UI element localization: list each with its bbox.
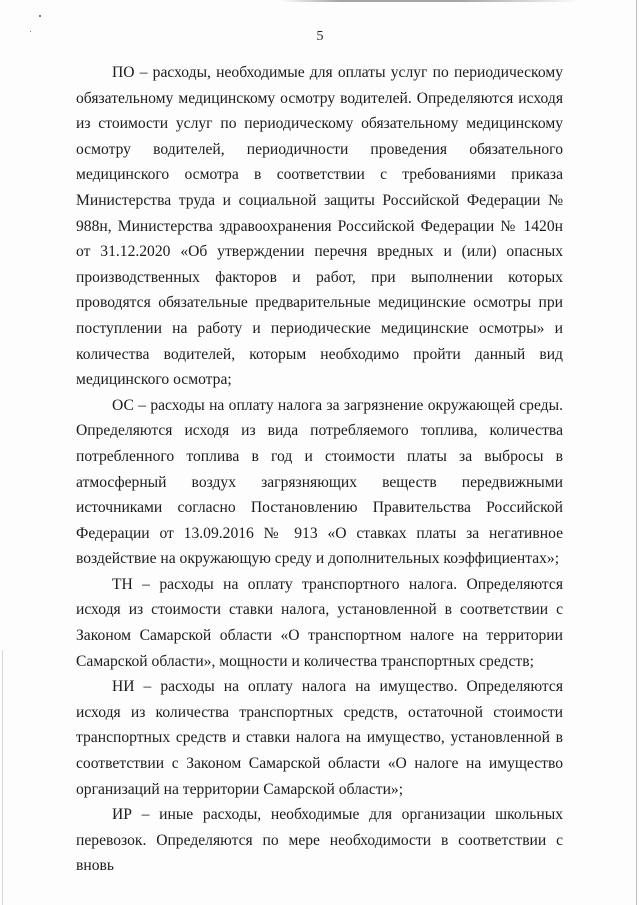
scan-edge-right <box>636 0 637 905</box>
paragraph-ni: НИ – расходы на оплату налога на имущество. Определяются исходя из количества транспортных средств, остаточной стоимости транспортных средств и ставки налога на имущество, установленной в соответствии с Законом Самарской области «О налоге на имущество организаций на территории Самарской области»; <box>76 678 563 798</box>
scan-edge-top <box>280 0 580 2</box>
paragraph-tn: ТН – расходы на оплату транспортного налога. Определяются исходя из стоимости ставки налога, установленной в соответствии с Законом Самарской области «О транспортном налоге на территории Самарской области», мощности и количества транспортных средств; <box>76 575 563 670</box>
paragraph-os: ОС – расходы на оплату налога за загрязнение окружающей среды. Определяются исходя из вида потребляемого топлива, количества потребленного топлива в год и стоимости платы за выбросы в атмосферный воздух загрязняющих веществ передвижными источниками согласно Постановлению Правительства Российской Федерации от 13.09.2016 № 913 «О ставках платы за негативное воздействие на окружающую среду и дополнительных коэффициентах»; <box>76 396 563 568</box>
document-body <box>76 60 563 879</box>
paragraph-po: ПО – расходы, необходимые для оплаты услуг по периодическому обязательному медицинскому осмотру водителей. Определяются исходя из стоимости услуг по периодическому обязательному медицинскому осмотру водителей, периодичности проведения обязательного медицинского осмотра в соответствии с требованиями приказа Министерства труда и социальной защиты Российской Федерации № 988н, Министерства здравоохранения Российской Федерации № 1420н от 31.12.2020 «Об утверждении перечня вредных и (или) опасных производственных факторов и работ, при выполнении которых проводятся обязательные предварительные медицинские осмотры при поступлении на работу и периодические медицинские осмотры» и количества водителей, которым необходимо пройти данный вид медицинского осмотра; <box>76 64 563 389</box>
page-number: 5 <box>316 29 324 44</box>
paragraph-ir: ИР – иные расходы, необходимые для организации школьных перевозок. Определяются по мере необходимости в соответствии с вновь <box>76 806 563 875</box>
scan-edge-left <box>2 650 3 905</box>
scan-speck <box>39 15 41 17</box>
